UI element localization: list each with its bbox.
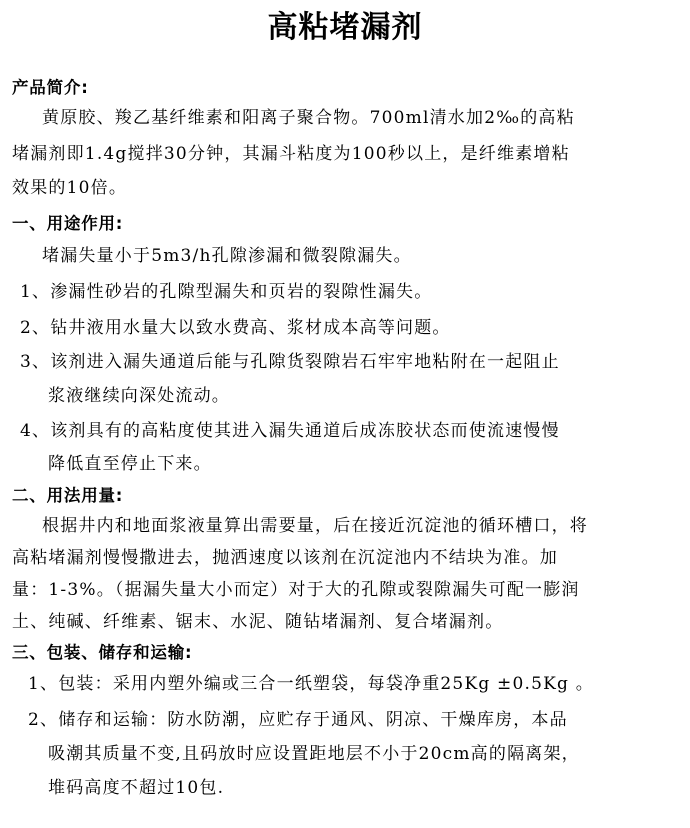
packaging-item-continued: 吸潮其质量不变,且码放时应设置距地层不小于20cm高的隔离架， [48, 744, 580, 764]
method-line: 量：1-3%。（据漏失量大小而定）对于大的孔隙或裂隙漏失可配一膨润 [12, 580, 580, 600]
section-heading-method: 二、用法用量: [12, 486, 124, 505]
method-line: 高粘堵漏剂慢慢撒进去，抛洒速度以该剂在沉淀池内不结块为准。加 [12, 548, 558, 568]
intro-line: 堵漏剂即1.4g搅拌30分钟，其漏斗粘度为100秒以上，是纤维素增粘 [12, 144, 570, 164]
usage-item: 3、该剂进入漏失通道后能与孔隙货裂隙岩石牢牢地粘附在一起阻止 [20, 352, 560, 372]
section-heading-packaging: 三、包装、储存和运输: [12, 643, 193, 662]
method-line: 根据井内和地面浆液量算出需要量，后在接近沉淀池的循环槽口，将 [42, 516, 588, 536]
packaging-item-continued: 堆码高度不超过10包. [48, 778, 225, 798]
usage-item: 1、渗漏性砂岩的孔隙型漏失和页岩的裂隙性漏失。 [20, 282, 433, 302]
usage-item: 4、该剂具有的高粘度使其进入漏失通道后成冻胶状态而使流速慢慢 [20, 421, 560, 441]
usage-item: 2、钻井液用水量大以致水费高、浆材成本高等问题。 [20, 318, 451, 338]
usage-item-continued: 浆液继续向深处流动。 [48, 386, 230, 406]
method-line: 土、纯碱、纤维素、锯末、水泥、随钻堵漏剂、复合堵漏剂。 [12, 612, 504, 632]
usage-item-continued: 降低直至停止下来。 [48, 454, 212, 474]
packaging-item: 2、储存和运输：防水防潮，应贮存于通风、阴凉、干燥库房，本品 [28, 710, 568, 730]
section-heading-intro: 产品简介: [12, 78, 89, 97]
usage-lead: 堵漏失量小于5m3/h孔隙渗漏和微裂隙漏失。 [42, 246, 412, 266]
page-title: 高粘堵漏剂 [267, 10, 423, 45]
intro-line: 黄原胶、羧乙基纤维素和阳离子聚合物。700ml清水加2‰的高粘 [42, 108, 575, 128]
section-heading-usage: 一、用途作用: [12, 214, 124, 233]
packaging-item: 1、包装：采用内塑外编或三合一纸塑袋，每袋净重25Kg ±0.5Kg 。 [28, 674, 594, 694]
intro-line: 效果的10倍。 [12, 178, 128, 198]
